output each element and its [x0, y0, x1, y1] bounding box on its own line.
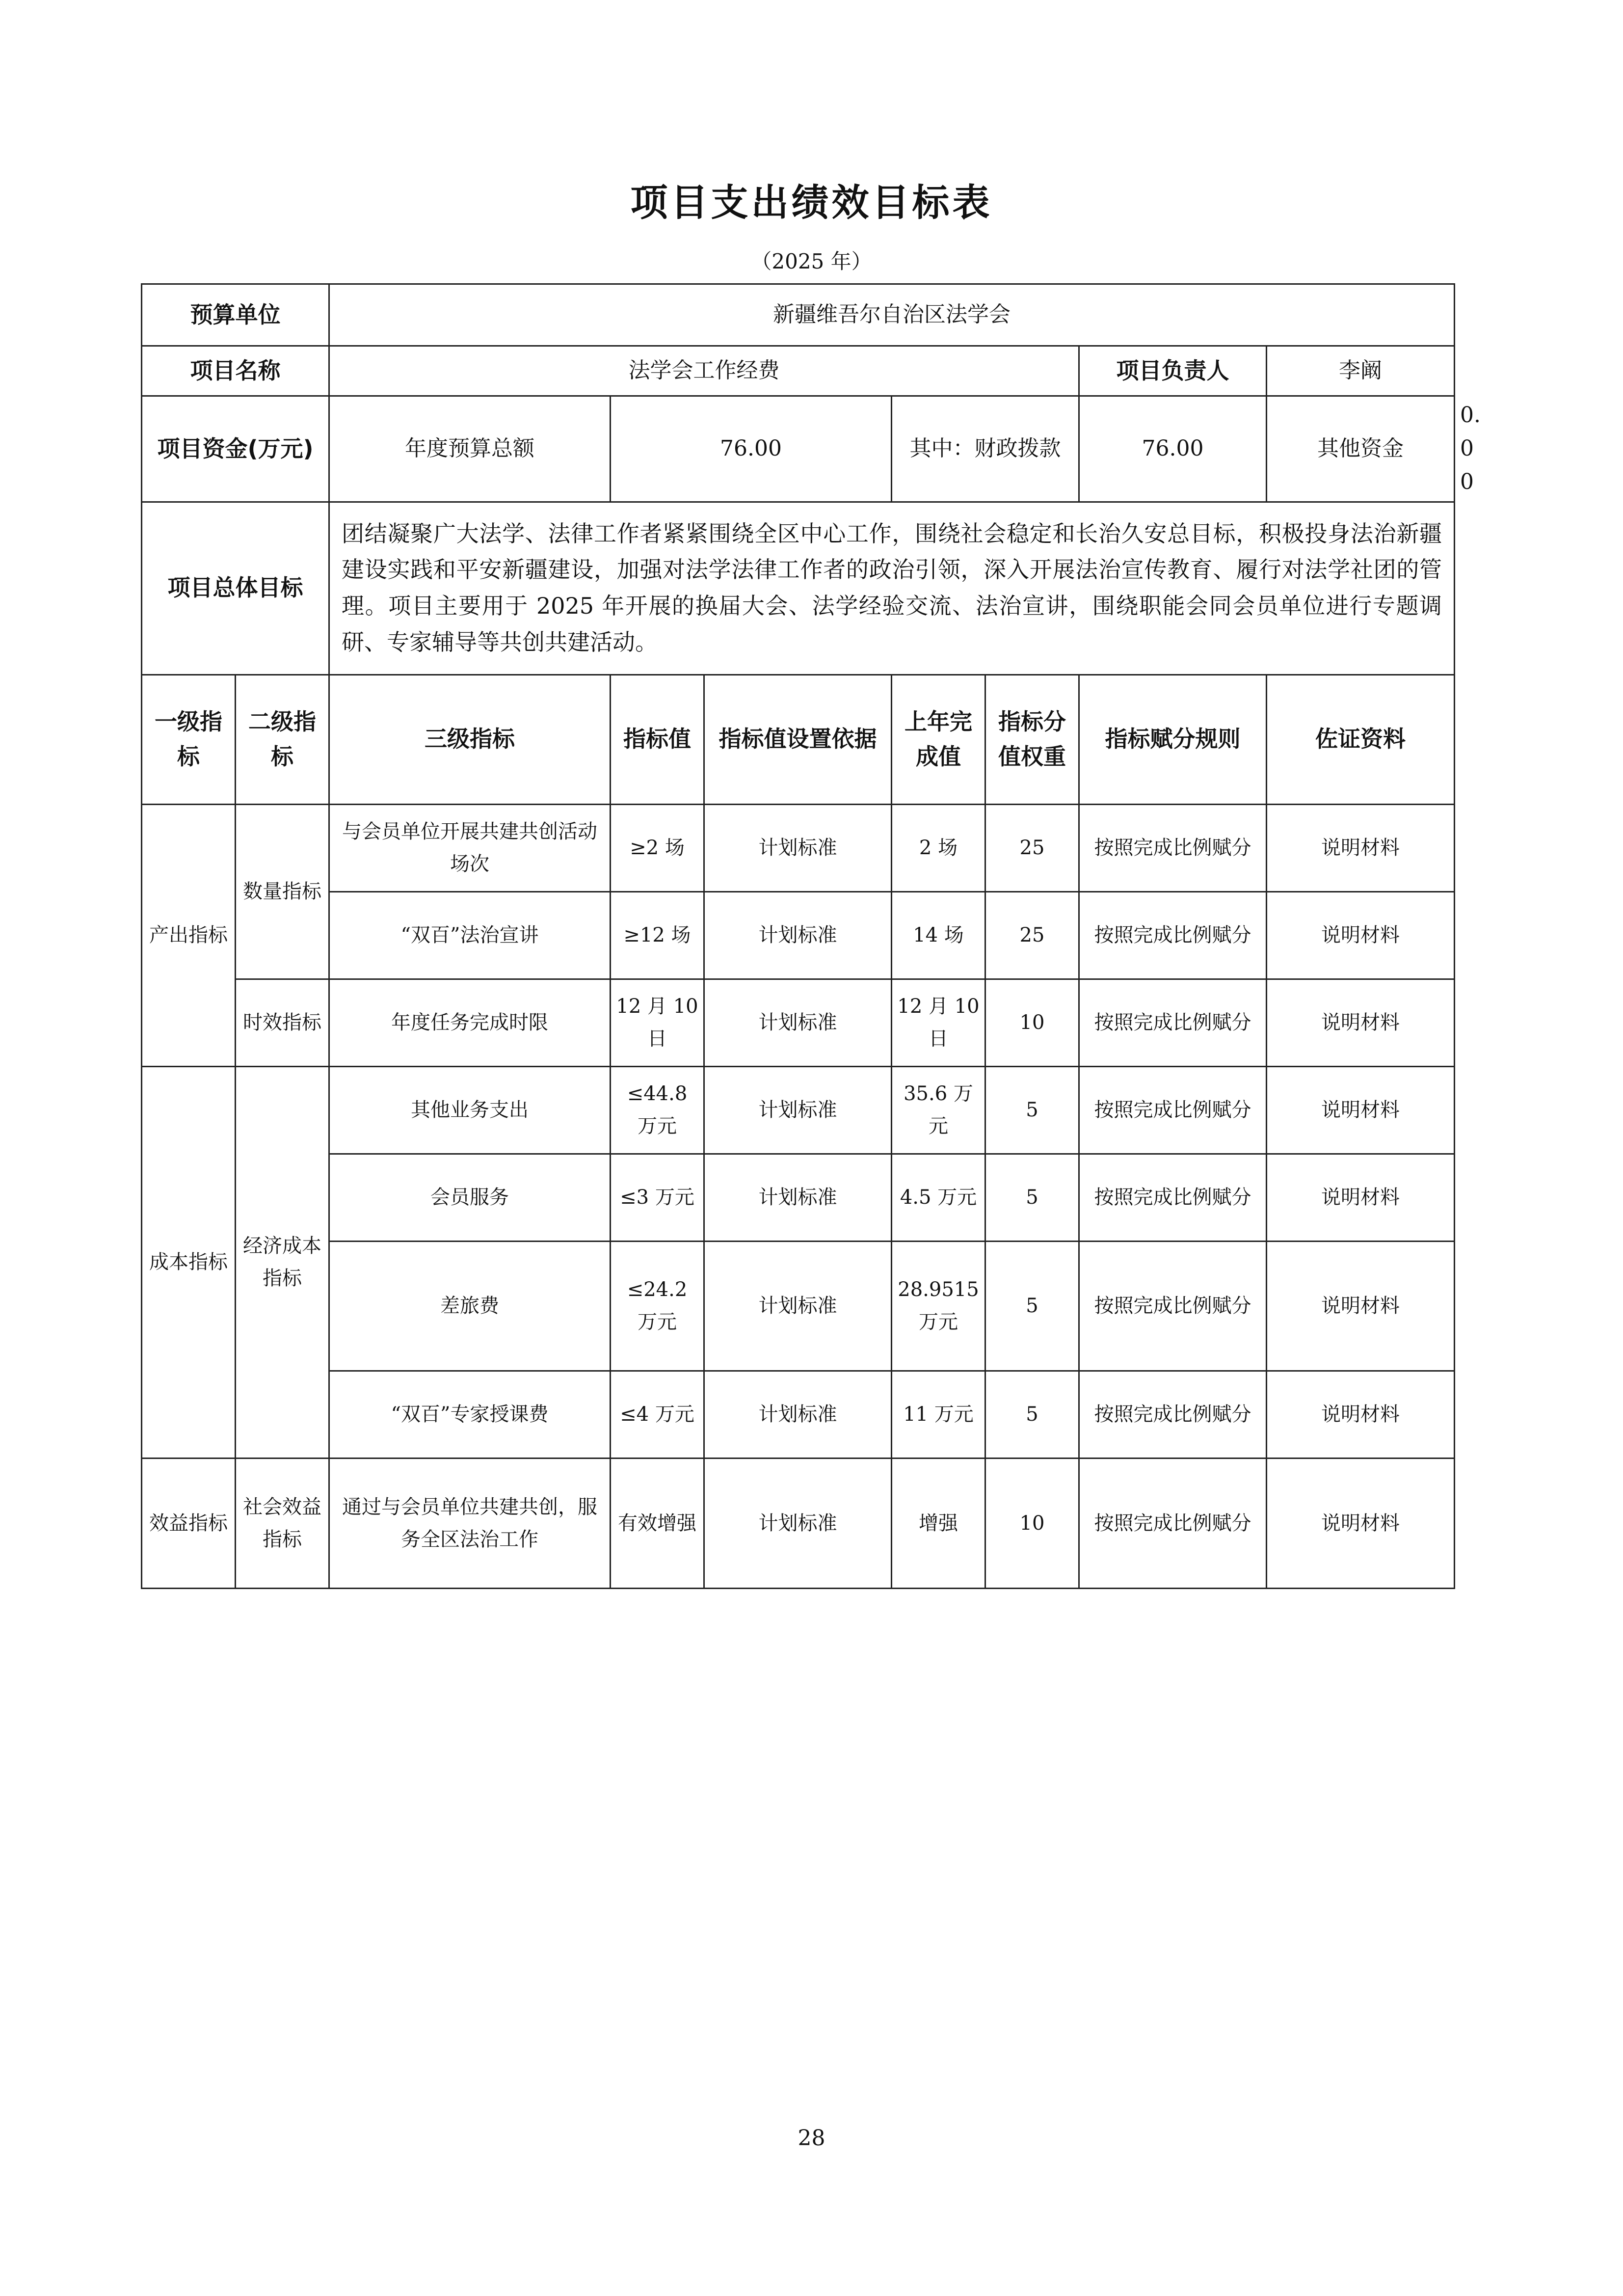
group-output-quantity: 数量指标 [236, 804, 329, 979]
indicator-rule: 按照完成比例赋分 [1079, 1066, 1267, 1154]
indicator-value: ≥2 场 [611, 804, 704, 891]
fiscal-label: 其中：财政拨款 [892, 396, 1079, 502]
indicator-name: “双百”专家授课费 [329, 1371, 611, 1458]
indicator-basis: 计划标准 [704, 1154, 892, 1241]
table-row [142, 1458, 1455, 1588]
indicator-weight: 5 [985, 1241, 1079, 1371]
other-funds-label: 其他资金 [1267, 396, 1455, 502]
table-row [142, 979, 1455, 1066]
indicator-rule: 按照完成比例赋分 [1079, 979, 1267, 1066]
indicator-last-year: 35.6 万元 [892, 1066, 985, 1154]
column-header-row [142, 675, 1455, 804]
funds-row: 项目资金(万元) 年度预算总额 76.00 其中：财政拨款 76.00 其他资金 0.00 [142, 396, 1455, 502]
leader-label: 项目负责人 [1079, 346, 1267, 396]
indicator-basis: 计划标准 [704, 1371, 892, 1458]
group-cost: 成本指标 [142, 1066, 236, 1458]
indicator-basis: 计划标准 [704, 1458, 892, 1588]
indicator-last-year: 14 场 [892, 891, 985, 979]
indicator-value: ≤44.8 万元 [611, 1066, 704, 1154]
indicator-value: 有效增强 [611, 1458, 704, 1588]
indicator-name: 年度任务完成时限 [329, 979, 611, 1066]
indicator-evidence: 说明材料 [1267, 891, 1455, 979]
fiscal-value: 76.00 [1079, 396, 1267, 502]
year-subtitle: （2025 年） [751, 249, 872, 273]
indicator-value: ≤24.2 万元 [611, 1241, 704, 1371]
group-output: 产出指标 [142, 804, 236, 1066]
group-cost-economic: 经济成本指标 [236, 1066, 329, 1458]
table-row [142, 1241, 1455, 1371]
group-output-timeliness: 时效指标 [236, 979, 329, 1066]
page-number: 28 [798, 2126, 825, 2151]
col-rule: 指标赋分规则 [1079, 675, 1267, 804]
annual-total-label: 年度预算总额 [329, 396, 611, 502]
indicator-value: ≥12 场 [611, 891, 704, 979]
indicator-basis: 计划标准 [704, 891, 892, 979]
indicator-last-year: 4.5 万元 [892, 1154, 985, 1241]
col-basis: 指标值设置依据 [704, 675, 892, 804]
indicator-value: ≤4 万元 [611, 1371, 704, 1458]
indicator-name: 其他业务支出 [329, 1066, 611, 1154]
indicator-name: 与会员单位开展共建共创活动场次 [329, 804, 611, 891]
indicator-evidence: 说明材料 [1267, 1066, 1455, 1154]
col-l3: 三级指标 [329, 675, 611, 804]
indicator-rule: 按照完成比例赋分 [1079, 1458, 1267, 1588]
annual-total-value: 76.00 [611, 396, 892, 502]
indicator-evidence: 说明材料 [1267, 804, 1455, 891]
table-row [142, 1371, 1455, 1458]
performance-table [141, 283, 1481, 1589]
col-value: 指标值 [611, 675, 704, 804]
table-row [142, 804, 1455, 891]
table-row [142, 1154, 1455, 1241]
project-name-label: 项目名称 [142, 346, 329, 396]
indicator-weight: 10 [985, 1458, 1079, 1588]
indicator-name: 会员服务 [329, 1154, 611, 1241]
indicator-name: 通过与会员单位共建共创，服务全区法治工作 [329, 1458, 611, 1588]
goal-row [142, 502, 1455, 675]
indicator-last-year: 12 月 10 日 [892, 979, 985, 1066]
indicator-rule: 按照完成比例赋分 [1079, 1154, 1267, 1241]
indicator-evidence: 说明材料 [1267, 1241, 1455, 1371]
col-weight: 指标分值权重 [985, 675, 1079, 804]
indicator-rule: 按照完成比例赋分 [1079, 1371, 1267, 1458]
indicator-weight: 5 [985, 1371, 1079, 1458]
indicator-basis: 计划标准 [704, 804, 892, 891]
col-l2: 二级指标 [236, 675, 329, 804]
group-benefit-social: 社会效益指标 [236, 1458, 329, 1588]
indicator-value: ≤3 万元 [611, 1154, 704, 1241]
indicator-weight: 25 [985, 804, 1079, 891]
indicator-value: 12 月 10 日 [611, 979, 704, 1066]
indicator-name: 差旅费 [329, 1241, 611, 1371]
col-last-year: 上年完成值 [892, 675, 985, 804]
indicator-weight: 5 [985, 1154, 1079, 1241]
budget-unit-label: 预算单位 [142, 284, 329, 346]
table-row [142, 1066, 1455, 1154]
budget-unit-row [142, 284, 1455, 346]
page-title: 项目支出绩效目标表 [630, 181, 993, 224]
project-name-value: 法学会工作经费 [329, 346, 1079, 396]
indicator-evidence: 说明材料 [1267, 1154, 1455, 1241]
col-evidence: 佐证资料 [1267, 675, 1455, 804]
indicator-rule: 按照完成比例赋分 [1079, 1241, 1267, 1371]
indicator-rule: 按照完成比例赋分 [1079, 804, 1267, 891]
funds-label: 项目资金(万元) [142, 396, 329, 502]
indicator-last-year: 11 万元 [892, 1371, 985, 1458]
indicator-name: “双百”法治宣讲 [329, 891, 611, 979]
indicator-last-year: 增强 [892, 1458, 985, 1588]
goal-value: 团结凝聚广大法学、法律工作者紧紧围绕全区中心工作，围绕社会稳定和长治久安总目标，积极投身法治新疆建设实践和平安新疆建设，加强对法学法律工作者的政治引领，深入开展法治宣传教育、履行对法学社团的管理。项目主要用于 2025 年开展的换届大会、法学经验交流、法治宣讲，围绕职能会同会员单位进行专题调研、专家辅导等共创共建活动。 [329, 502, 1455, 675]
indicator-basis: 计划标准 [704, 1241, 892, 1371]
indicator-evidence: 说明材料 [1267, 1458, 1455, 1588]
indicator-basis: 计划标准 [704, 1066, 892, 1154]
indicator-last-year: 2 场 [892, 804, 985, 891]
project-name-row [142, 346, 1455, 396]
goal-label: 项目总体目标 [142, 502, 329, 675]
indicator-rule: 按照完成比例赋分 [1079, 891, 1267, 979]
leader-value: 李阚 [1267, 346, 1455, 396]
indicator-evidence: 说明材料 [1267, 979, 1455, 1066]
indicator-last-year: 28.9515 万元 [892, 1241, 985, 1371]
indicator-weight: 5 [985, 1066, 1079, 1154]
indicator-evidence: 说明材料 [1267, 1371, 1455, 1458]
indicator-weight: 10 [985, 979, 1079, 1066]
indicator-basis: 计划标准 [704, 979, 892, 1066]
table-row [142, 891, 1455, 979]
col-l1: 一级指标 [142, 675, 236, 804]
group-benefit: 效益指标 [142, 1458, 236, 1588]
indicator-weight: 25 [985, 891, 1079, 979]
budget-unit-value: 新疆维吾尔自治区法学会 [329, 284, 1455, 346]
